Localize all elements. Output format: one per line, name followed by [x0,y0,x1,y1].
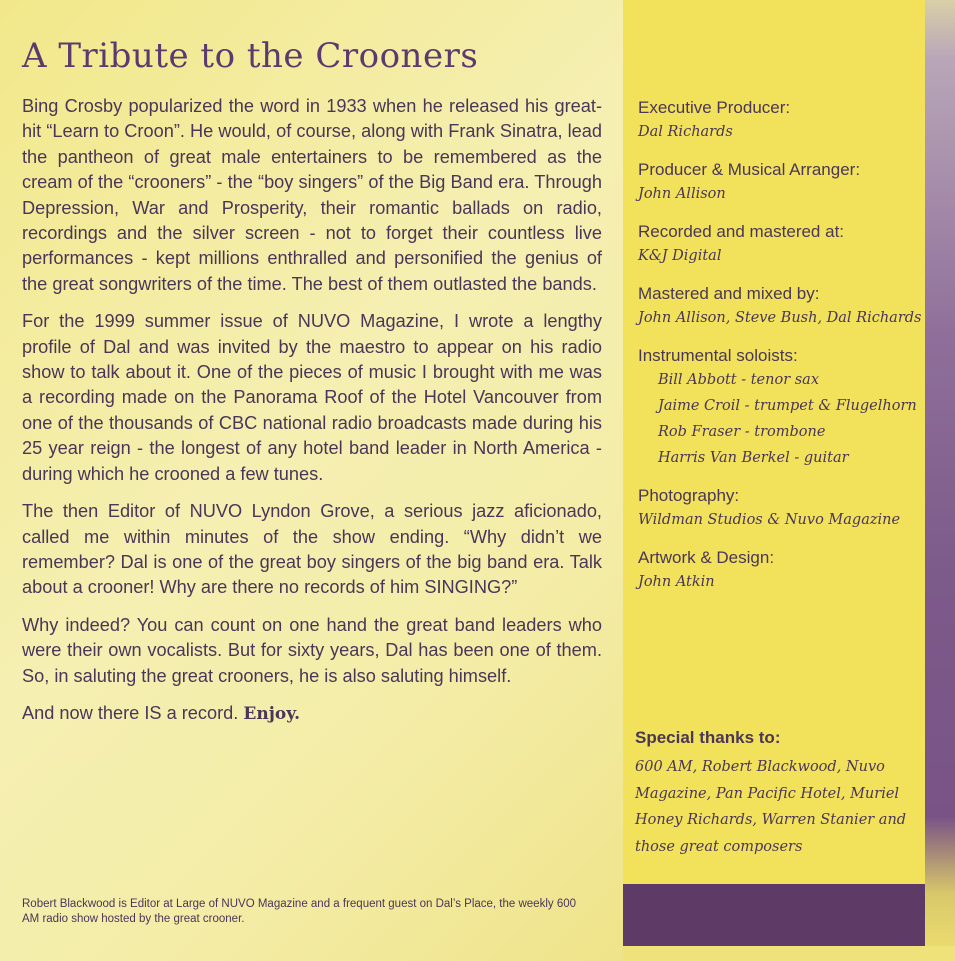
paragraph: Bing Crosby popularized the word in 1933 when he released his great-hit “Learn to Croon”. He would, of course, along with Frank Sinatra, lead the pantheon of great male entertainers to be remembered as the cream of the “crooners” - the “boy singers” of the Big Band era. Through Depression, War and Prosperity, their romantic ballads on radio, recordings and the silver screen - not to forget their countless live performances - kept millions enthralled and personified the genius of the great songwriters of the time. The best of them outlasted the bands. [22,96,602,294]
credit-role: Mastered and mixed by: [638,284,820,303]
closing-text: And now there IS a record. [22,702,244,723]
special-thanks-text: 600 AM, Robert Blackwood, Nuvo Magazine, Pan Pacific Hotel, Muriel Honey Richards, Warren Stanier and those great composers [635,759,907,855]
soloist-item: Jaime Croil - trumpet & Flugelhorn [658,398,917,414]
credit-soloists [638,344,923,471]
paragraph: The then Editor of NUVO Lyndon Grove, a serious jazz aficionado, called me within minutes of the show ending. “Why didn’t we remember? Dal is one of the great boy singers of the big band era. Talk about a crooner! Why are there no records of him SINGING?” [22,501,602,598]
credit-producer [638,158,923,207]
credit-name: John Allison, Steve Bush, Dal Richards [638,310,922,326]
soloist-item: Rob Fraser - trombone [658,424,826,440]
credit-photography [638,484,923,533]
credit-role: Recorded and mastered at: [638,222,845,241]
author-footnote: Robert Blackwood is Editor at Large of NUVO Magazine and a frequent guest on Dal’s Place, the weekly 600 AM radio show hosted by the great crooner. [22,898,577,925]
credit-mastered [638,282,923,331]
credit-role: Producer & Musical Arranger: [638,160,861,179]
page-title: A Tribute to the Crooners [22,36,479,76]
credit-recorded [638,220,923,269]
credit-name: K&J Digital [638,248,722,264]
credit-name: John Atkin [638,574,715,590]
closing-emphasis: Enjoy. [243,703,301,724]
credit-name: Wildman Studios & Nuvo Magazine [638,512,901,528]
article-body [22,94,602,739]
credit-role: Photography: [638,486,740,505]
credit-role: Instrumental soloists: [638,346,798,365]
soloist-item: Harris Van Berkel - guitar [658,450,849,466]
special-thanks [635,726,920,860]
closing-line [22,701,602,727]
paragraph: For the 1999 summer issue of NUVO Magazine, I wrote a lengthy profile of Dal and was invited by the maestro to appear on his radio show to talk about it. One of the pieces of music I brought with me was a recording made on the Panorama Roof of the Hotel Vancouver from one of the thousands of CBC national radio broadcasts made during his 25 year reign - the longest of any hotel band leader in North America - during which he crooned a few tunes. [22,311,602,484]
soloist-list [658,367,923,471]
credit-role: Executive Producer: [638,98,791,117]
credit-executive-producer [638,96,923,145]
bottom-edge-strip [623,946,955,961]
credit-name: Dal Richards [638,124,733,140]
paragraph: Why indeed? You can count on one hand the great band leaders who were their own vocalists. But for sixty years, Dal has been one of them. So, in saluting the great crooners, he is also saluting himself. [22,614,602,686]
purple-edge-strip [925,0,955,961]
soloist-item: Bill Abbott - tenor sax [658,372,819,388]
special-thanks-title: Special thanks to: [635,728,781,747]
credit-role: Artwork & Design: [638,548,775,567]
credit-artwork [638,546,923,595]
credits-list [638,96,923,608]
purple-bottom-band [623,884,925,946]
credit-name: John Allison [638,186,726,202]
